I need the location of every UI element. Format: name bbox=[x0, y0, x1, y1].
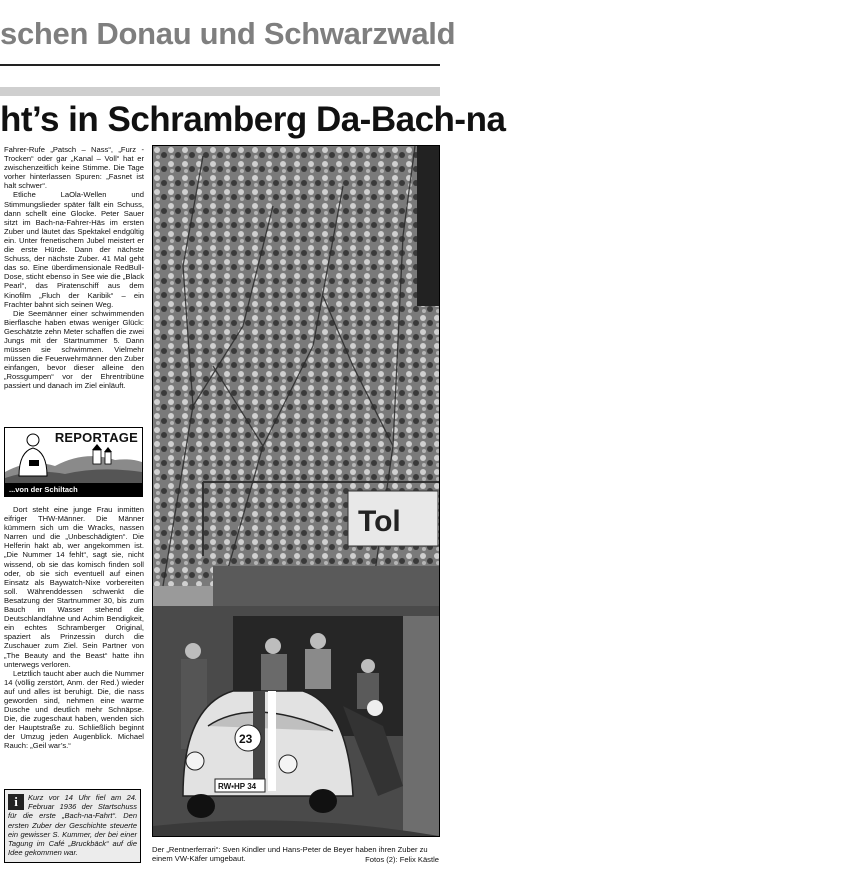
paragraph: Die Seemänner einer schwimmenden Bierflasche haben etwas weniger Glück: Geschätzte zehn Meter schaffen die zwei Jungs mit der Startnummer 5. Dann müssen sie schwimmen. Vielmehr müssen die Feuerwehrmänner den Zuber einfangen, bevor dieser alleine den „Rossgumpen“ vor der Ehrentribüne passiert und danach im Ziel einläuft. bbox=[4, 308, 144, 391]
paragraph: Fahrer-Rufe „Patsch – Nass“, „Furz - Trocken“ oder gar „Kanal – Voll“ hat er zwischenzeitlich keine Stimme. Die Tage vorher hinterlassen Spuren: „Fasnet ist halt schwer“. bbox=[4, 145, 144, 191]
paragraph: Dort steht eine junge Frau inmitten eifriger THW-Männer. Die Männer kümmern sich um die Wracks, nassen Narren und die „Unbeschädigten“. Die Helferin hakt ab, wer angekommen ist. „Die Nummer 14 fehlt“, sagt sie, nicht wissend, ob sie das komisch finden soll oder, ob sie sich eventuell auf einen Einsatz als Baywatch-Nixe vorbereiten soll. Währenddessen schwenkt die Besatzung der Startnummer 30, bis zum Bauch im Wasser stehend die Deutschlandfahne und Achim Bendigkeit, ein echtes Schramberger Original, spaziert als Prinzessin durch die Zuschauer zum Ziel. Sein Partner von „The Beauty and the Beast“ hatte ihn unterwegs verloren. bbox=[4, 505, 144, 669]
section-title: schen Donau und Schwarzwald bbox=[0, 16, 456, 51]
reportage-subtitle: ...von der Schiltach bbox=[5, 483, 142, 496]
info-icon: i bbox=[8, 794, 24, 810]
headline: ht’s in Schramberg Da-Bach-na bbox=[0, 100, 506, 139]
divider-rule bbox=[0, 64, 440, 66]
banner-text: Tol bbox=[358, 505, 401, 538]
info-text: Kurz vor 14 Uhr fiel am 24. Februar 1936 der Startschuss für die erste „Bach-na-Fahrt“. Den ersten Zuber der Geschichte steuerte ein gewisser S. Kummer, der bei einer Tagung im Café „Bruckbäck“ auf die Idee gekommen war. bbox=[8, 793, 137, 858]
license-plate: RW▪HP 34 bbox=[218, 782, 257, 791]
grey-bar bbox=[0, 87, 440, 96]
article-column-1 bbox=[4, 145, 144, 420]
paragraph: Etliche LaOla-Wellen und Stimmungslieder später fällt ein Schuss, dann schellt eine Glocke. Peter Sauer sitzt im Bach-na-Fahrer-Häs im ersten Zuber und läutet das Spektakel endgültig ein. Unter frenetischem Jubel meistert er die erste Hürde. Dann der nächste Schuss, der nächste Zuber. 41 Mal geht das so. Eine überdimensionale RedBull-Dose, sticht ebenso in See wie die „Black Pearl“, das Piratenschiff aus dem Kinofilm „Fluch der Karibik“ – ein Frachter bahnt sich seinen Weg. bbox=[4, 190, 144, 309]
article-column-2 bbox=[4, 505, 144, 777]
car-number: 23 bbox=[239, 732, 253, 746]
photo-credit: Fotos (2): Felix Kästle bbox=[365, 855, 439, 864]
photo-illustration bbox=[153, 146, 439, 836]
info-box bbox=[4, 789, 141, 863]
photo-caption: Der „Rentnerferrari“: Sven Kindler und Hans-Peter de Beyer haben ihren Zuber zu einem VW-Käfer umgebaut. bbox=[152, 845, 428, 864]
reportage-title: REPORTAGE bbox=[54, 430, 138, 445]
news-photo bbox=[152, 145, 440, 837]
reportage-logo bbox=[4, 427, 143, 497]
paragraph: Letztlich taucht aber auch die Nummer 14 (völlig zerstört, Anm. der Red.) wieder auf und alles ist beruhigt. Die, die nass geworden sind, nehmen eine warme Dusche und deutlich mehr Schnäpse. Die, die zugeschaut haben, wenden sich der Hauptstraße zu. Schließlich beginnt der Umzug jeden Augenblick. Michael Rauch: „Geil war’s.“ bbox=[4, 668, 144, 751]
